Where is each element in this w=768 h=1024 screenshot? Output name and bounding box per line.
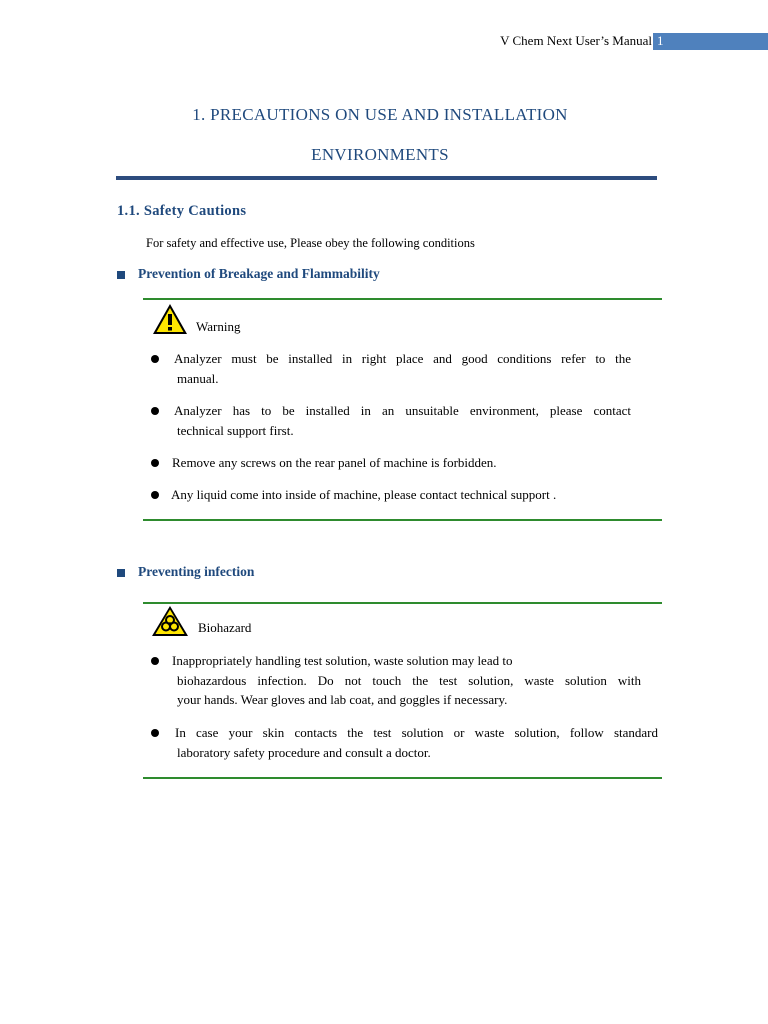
block1-item1-line1: Analyzer must be installed in right place and good conditions refer to the: [174, 351, 631, 366]
block1-item3: Remove any screws on the rear panel of machine is forbidden.: [172, 455, 497, 470]
block2-item2-line2: laboratory safety procedure and consult a doctor.: [177, 745, 431, 760]
warning-triangle-icon: [152, 303, 188, 335]
block2-top-rule: [143, 602, 662, 604]
block2-item2-line1: In case your skin contacts the test solution or waste solution, follow standard: [175, 725, 658, 740]
bullet-dot-icon: [151, 657, 159, 665]
chapter-title-line1: 1. PRECAUTIONS ON USE AND INSTALLATION: [192, 105, 568, 124]
header-title: V Chem Next User’s Manual: [500, 33, 652, 48]
block1-item4: Any liquid come into inside of machine, please contact technical support .: [171, 487, 557, 502]
block2-item1-line2: biohazardous infection. Do not touch the test solution, waste solution with: [177, 673, 641, 688]
bullet-dot-icon: [151, 729, 159, 737]
square-bullet-icon: [117, 271, 125, 279]
bullet-dot-icon: [151, 355, 159, 363]
chapter-divider: [116, 176, 657, 180]
square-bullet-icon: [117, 569, 125, 577]
bullet-dot-icon: [151, 491, 159, 499]
warning-label: Warning: [196, 319, 241, 334]
block2-item1-line3: your hands. Wear gloves and lab coat, and goggles if necessary.: [177, 692, 508, 707]
section-intro: For safety and effective use, Please obey the following conditions: [146, 236, 475, 250]
bullet-dot-icon: [151, 459, 159, 467]
page-number: 1: [653, 33, 768, 49]
block1-item2-line1: Analyzer has to be installed in an unsuitable environment, please contact: [174, 403, 631, 418]
block2-heading: Preventing infection: [138, 564, 255, 579]
block1-item1-line2: manual.: [177, 371, 219, 386]
section-heading: 1.1. Safety Cautions: [117, 203, 247, 219]
bullet-dot-icon: [151, 407, 159, 415]
block2-item1-line1: Inappropriately handling test solution, waste solution may lead to: [172, 653, 513, 668]
block1-item2-line2: technical support first.: [177, 423, 294, 438]
block1-top-rule: [143, 298, 662, 300]
biohazard-label: Biohazard: [198, 620, 252, 635]
chapter-title-line2: ENVIRONMENTS: [311, 145, 449, 164]
block2-bottom-rule: [143, 777, 662, 779]
block1-bottom-rule: [143, 519, 662, 521]
header-rule: [653, 49, 768, 50]
block1-heading: Prevention of Breakage and Flammability: [138, 266, 380, 281]
biohazard-icon: [151, 605, 189, 637]
